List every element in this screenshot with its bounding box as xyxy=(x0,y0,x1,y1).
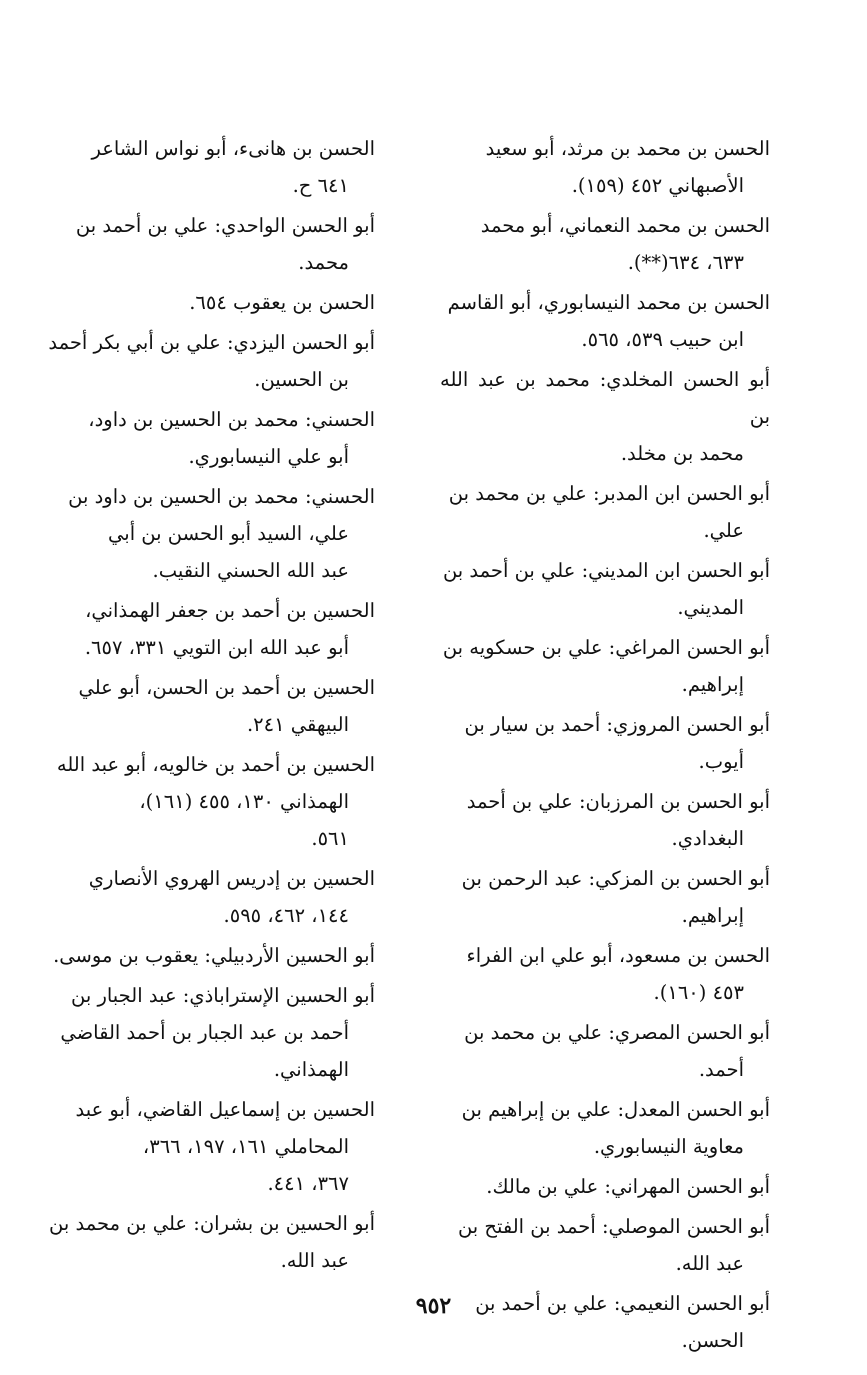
index-entry xyxy=(45,592,375,666)
index-entry xyxy=(440,629,770,703)
index-column-left xyxy=(45,130,375,1279)
entry-headword-line: الحسين بن أحمد بن جعفر الهمذاني، xyxy=(85,599,375,622)
index-entry xyxy=(440,130,770,204)
entry-continuation-line: ٥٦١. xyxy=(311,827,349,850)
entry-headword-line: أبو الحسن المعدل: علي بن إبراهيم بن xyxy=(461,1098,770,1121)
index-entry xyxy=(440,706,770,780)
entry-continuation-line: بن الحسين. xyxy=(254,368,349,391)
entry-headword-line: أبو الحسن المصري: علي بن محمد بن xyxy=(464,1021,770,1044)
entry-continuation-line: إبراهيم. xyxy=(681,904,744,927)
entry-continuation-line: الهمذاني ١٣٠، ٤٥٥ (١٦١)، xyxy=(139,790,349,813)
entry-continuation-line: المديني. xyxy=(677,596,744,619)
index-entry xyxy=(45,284,375,321)
index-entry xyxy=(45,324,375,398)
index-entry xyxy=(45,860,375,934)
entry-continuation-line: أبو علي النيسابوري. xyxy=(188,445,349,468)
index-entry xyxy=(440,552,770,626)
entry-headword-line: أبو الحسن الواحدي: علي بن أحمد بن xyxy=(75,214,375,237)
page-number: ٩٥٢ xyxy=(415,1293,452,1319)
entry-continuation-line: ٦٤١ ح. xyxy=(292,174,349,197)
index-entry xyxy=(440,937,770,1011)
entry-continuation-line: الأصبهاني ٤٥٢ (١٥٩). xyxy=(571,174,744,197)
index-entry xyxy=(440,284,770,358)
entry-headword-line: أبو الحسن بن المرزبان: علي بن أحمد xyxy=(466,790,770,813)
index-entry xyxy=(45,746,375,857)
entry-continuation-line: الهمذاني. xyxy=(273,1058,349,1081)
entry-continuation-line: المحاملي ١٦١، ١٩٧، ٣٦٦، xyxy=(142,1135,349,1158)
index-entry xyxy=(440,361,770,472)
entry-headword-line: أبو الحسين بن بشران: علي بن محمد بن xyxy=(49,1212,375,1235)
entry-continuation-line: البيهقي ٢٤١. xyxy=(246,713,349,736)
entry-headword-line: الحسين بن إدريس الهروي الأنصاري xyxy=(88,867,375,890)
entry-headword-line: أبو الحسن الموصلي: أحمد بن الفتح بن xyxy=(457,1215,770,1238)
entry-continuation-line: علي، السيد أبو الحسن بن أبي xyxy=(108,522,349,545)
index-entry xyxy=(45,207,375,281)
entry-continuation-line: ١٤٤، ٤٦٢، ٥٩٥. xyxy=(223,904,349,927)
index-entry xyxy=(440,860,770,934)
entry-headword-line: الحسن بن محمد النعماني، أبو محمد xyxy=(480,214,770,237)
entry-headword-line: الحسين بن أحمد بن خالويه، أبو عبد الله xyxy=(56,753,375,776)
entry-headword-line: أبو الحسن اليزدي: علي بن أبي بكر أحمد xyxy=(48,331,375,354)
entry-continuation-line: أحمد بن عبد الجبار بن أحمد القاضي xyxy=(60,1021,349,1044)
entry-continuation-line: علي. xyxy=(703,519,744,542)
entry-headword-line: أبو الحسين الأردبيلي: يعقوب بن موسى. xyxy=(53,944,375,967)
entry-headword-line: أبو الحسن ابن المديني: علي بن أحمد بن xyxy=(442,559,770,582)
index-entry xyxy=(440,207,770,281)
index-entry xyxy=(440,783,770,857)
entry-continuation-line: الحسن. xyxy=(681,1329,744,1352)
entry-headword-line: أبو الحسين الإستراباذي: عبد الجبار بن xyxy=(70,984,375,1007)
index-entry xyxy=(45,937,375,974)
index-entry xyxy=(440,1168,770,1205)
entry-headword-line: أبو الحسن المراغي: علي بن حسكويه بن xyxy=(442,636,770,659)
entry-continuation-line: عبد الله. xyxy=(675,1252,744,1275)
index-column-right xyxy=(440,130,770,1359)
entry-continuation-line: محمد بن مخلد. xyxy=(620,442,744,465)
entry-continuation-line: أيوب. xyxy=(698,750,744,773)
entry-headword-line: الحسن بن هانىء، أبو نواس الشاعر xyxy=(91,137,375,160)
entry-headword-line: الحسن بن مسعود، أبو علي ابن الفراء xyxy=(466,944,770,967)
index-entry xyxy=(45,401,375,475)
index-entry xyxy=(45,1091,375,1202)
index-entry xyxy=(45,669,375,743)
entry-continuation-line: أبو عبد الله ابن التويي ٣٣١، ٦٥٧. xyxy=(84,636,349,659)
entry-headword-line: أبو الحسن بن المزكي: عبد الرحمن بن xyxy=(461,867,770,890)
entry-continuation-line: محمد. xyxy=(298,251,349,274)
entry-headword-line: أبو الحسن المهراني: علي بن مالك. xyxy=(486,1175,770,1198)
entry-continuation-line: عبد الله الحسني النقيب. xyxy=(152,559,349,582)
entry-headword-line: أبو الحسن ابن المدبر: علي بن محمد بن xyxy=(448,482,770,505)
entry-headword-line: الحسين بن إسماعيل القاضي، أبو عبد xyxy=(75,1098,375,1121)
entry-headword-line: الحسن بن محمد بن مرثد، أبو سعيد xyxy=(485,137,770,160)
index-entry xyxy=(440,1014,770,1088)
entry-continuation-line: ٣٦٧، ٤٤١. xyxy=(267,1172,349,1195)
index-entry xyxy=(440,475,770,549)
entry-headword-line: الحسن بن محمد النيسابوري، أبو القاسم xyxy=(447,291,770,314)
entry-continuation-line: معاوية النيسابوري. xyxy=(593,1135,744,1158)
entry-continuation-line: ٦٣٣، ٦٣٤(**). xyxy=(627,251,744,274)
entry-headword-line: أبو الحسن المروزي: أحمد بن سيار بن xyxy=(464,713,770,736)
index-entry xyxy=(45,478,375,589)
entry-continuation-line: ٤٥٣ (١٦٠). xyxy=(653,981,744,1004)
index-entry xyxy=(45,1205,375,1279)
entry-continuation-line: إبراهيم. xyxy=(681,673,744,696)
entry-headword-line: أبو الحسن النعيمي: علي بن أحمد بن xyxy=(475,1292,770,1315)
index-entry xyxy=(45,130,375,204)
entry-continuation-line: البغدادي. xyxy=(671,827,744,850)
entry-headword-line: الحسن بن يعقوب ٦٥٤. xyxy=(189,291,375,314)
entry-headword-line: أبو الحسن المخلدي: محمد بن عبد الله بن xyxy=(440,368,770,428)
entry-headword-line: الحسني: محمد بن الحسين بن داود، xyxy=(88,408,375,431)
entry-continuation-line: ابن حبيب ٥٣٩، ٥٦٥. xyxy=(581,328,744,351)
entry-headword-line: الحسني: محمد بن الحسين بن داود بن xyxy=(68,485,375,508)
index-entry xyxy=(45,977,375,1088)
index-entry xyxy=(440,1091,770,1165)
index-entry xyxy=(440,1208,770,1282)
entry-headword-line: الحسين بن أحمد بن الحسن، أبو علي xyxy=(78,676,375,699)
entry-continuation-line: أحمد. xyxy=(698,1058,744,1081)
entry-continuation-line: عبد الله. xyxy=(280,1249,349,1272)
